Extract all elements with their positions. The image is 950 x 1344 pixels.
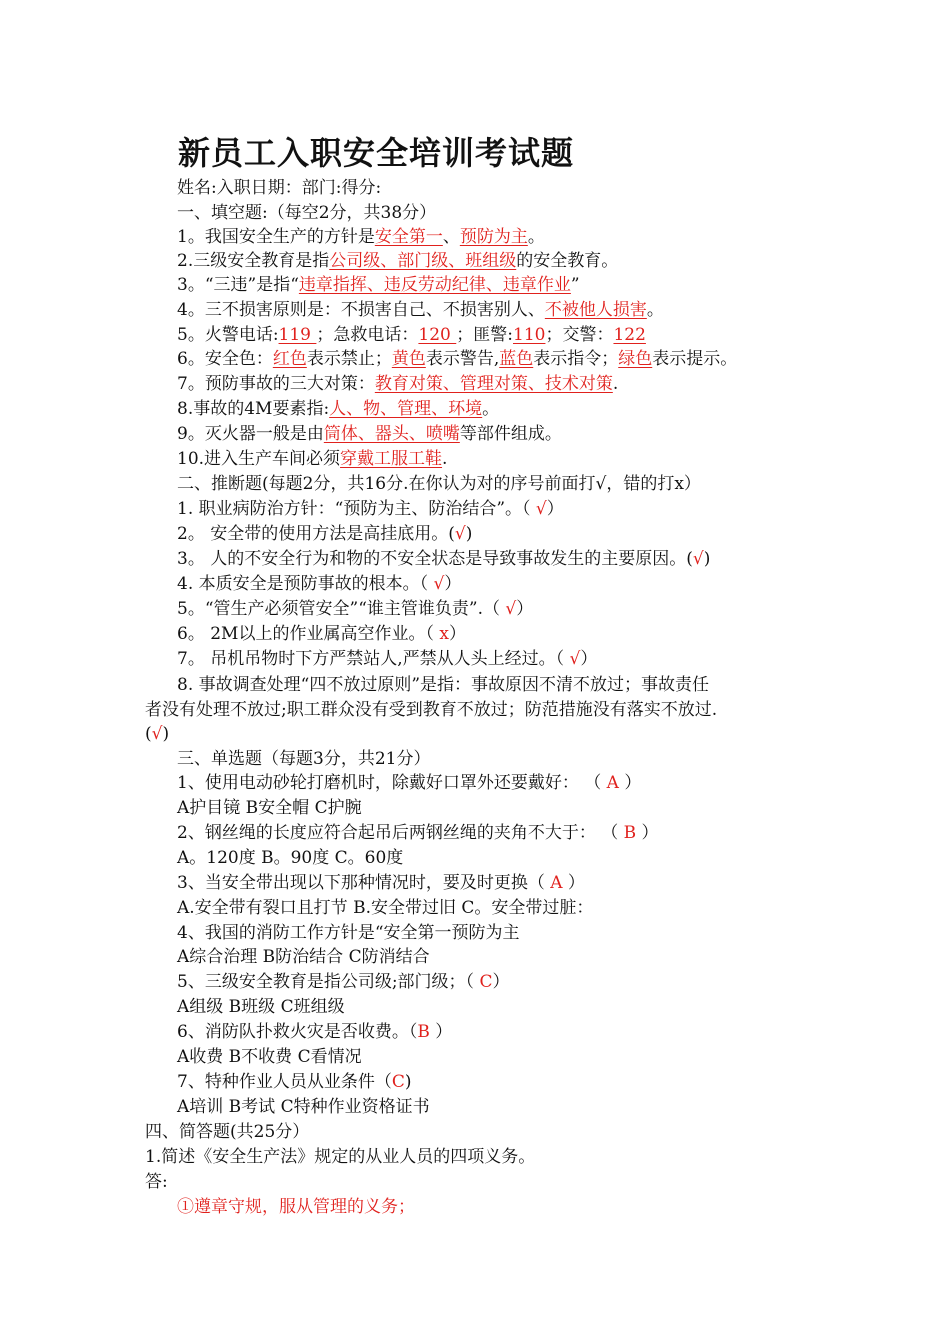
answer: 公司级、部门级、班组级 [329,251,517,271]
separator: 、 [442,227,460,247]
question-text: 2、钢丝绳的长度应符合起吊后两钢丝绳的夹角不大于： （ [177,823,619,843]
choice-q2 [177,821,659,845]
fill-q4 [177,298,664,322]
choice-q4-options: A综合治理 B防治结合 C防消结合 [177,947,430,967]
choice-q3 [177,871,585,895]
bracket: ） [492,972,510,992]
judge-q1 [177,497,564,521]
judge-q8-line2: 者没有处理不放过;职工群众没有受到教育不放过；防范措施没有落实不放过. [145,700,718,720]
section-fill-heading: 一、填空题:（每空2分，共38分） [177,203,437,223]
answer: 120 [418,325,457,345]
answer: 蓝色 [499,349,534,369]
answer: 安全第一 [374,227,443,247]
question-text: 表示提示。 [652,349,738,369]
bracket: ） [516,599,534,619]
judge-q3 [177,547,710,571]
fill-q6 [177,347,737,371]
question-text: 6。 2M以上的作业属高空作业。（ [177,624,434,644]
choice-q7 [177,1070,411,1094]
choice-q6 [177,1020,452,1044]
choice-q7-options: A培训 B考试 C特种作业资格证书 [177,1097,430,1117]
fill-q1 [177,225,545,249]
bracket: ) [703,549,711,569]
question-text: 。 [527,227,545,247]
question-text: 6。安全色： [177,349,273,369]
judge-q5 [177,597,533,621]
question-text: 3、当安全带出现以下那种情况时，要及时更换（ [177,873,545,893]
bracket: ） [580,649,598,669]
question-text: ；急救电话： [316,325,419,345]
answer-mark: C [391,1072,405,1092]
answer-mark: √ [530,499,547,519]
fill-q8 [177,397,499,421]
answer: 人、物、管理、环境 [329,399,483,419]
choice-q1-options: A护目镜 B安全帽 C护腕 [177,798,362,818]
answer: 绿色 [618,349,653,369]
fill-q9 [177,422,562,446]
question-text: 5。火警电话: [177,325,279,345]
header-fields: 姓名:入职日期：部门:得分: [177,178,382,198]
section-short-heading: 四、简答题(共25分） [145,1122,310,1142]
choice-q6-options: A收费 B不收费 C看情况 [177,1047,362,1067]
question-text: 表示指令； [533,349,619,369]
fill-q5 [177,323,646,347]
question-text: ；交警： [545,325,614,345]
question-text: 3。“三违”是指“ [177,275,299,295]
answer-mark: √ [499,599,517,619]
question-text: . [612,374,619,394]
choice-q1 [177,771,641,795]
question-text: 4。三不损害原则是：不损害自己、不损害别人、 [177,300,545,320]
bracket: ） [567,873,585,893]
page-title: 新员工入职安全培训考试题 [178,134,575,172]
choice-q5 [177,970,509,994]
section-judge-heading: 二、推断题(每题2分，共16分.在你认为对的序号前面打√，错的打x） [177,474,701,494]
answer: 违章指挥、违反劳动纪律、违章作业 [298,275,571,295]
question-text: 。 [482,399,500,419]
answer: 筒体、器头、喷嘴 [323,424,460,444]
short-answer-1: ①遵章守规，服从管理的义务； [177,1197,415,1217]
question-text: ” [570,275,580,295]
judge-q7 [177,647,597,671]
question-text: 等部件组成。 [459,424,562,444]
question-text: 表示警告, [425,349,500,369]
answer-mark: x [433,624,449,644]
answer-mark: √ [454,524,466,544]
fill-q7 [177,372,618,396]
section-choice-heading: 三、单选题（每题3分，共21分） [177,749,431,769]
question-text: ；匪警: [456,325,513,345]
choice-q5-options: A组级 B班级 C班组级 [177,997,345,1017]
bracket: ） [641,823,659,843]
bracket: ) [465,524,473,544]
question-text: 5。“管生产必须管安全”“谁主管谁负责”.（ [177,599,500,619]
question-text: 1. 职业病防治方针：“预防为主、防治结合”。（ [177,499,531,519]
choice-q3-options: A.安全带有裂口且打节 B.安全带过旧 C。安全带过脏： [177,898,594,918]
bracket: ) [162,724,170,744]
judge-q8-line1: 8. 事故调查处理“四不放过原则”是指：事故原因不清不放过；事故责任 [177,675,710,695]
answer-mark: √ [151,724,163,744]
answer: 119 [278,325,317,345]
judge-q4 [177,572,461,596]
answer: 预防为主 [459,227,528,247]
question-text: 。 [646,300,664,320]
answer-mark: A [601,773,625,793]
bracket: ） [448,624,466,644]
fill-q2 [177,249,618,273]
answer-label: 答: [145,1172,168,1192]
fill-q10 [177,447,447,471]
choice-q4: 4、我国的消防工作方针是“安全第一预防为主 [177,923,520,943]
answer: 122 [613,325,646,345]
question-text: 1。我国安全生产的方针是 [177,227,375,247]
question-text: 9。灭火器一般是由 [177,424,324,444]
question-text: 1、使用电动砂轮打磨机时，除戴好口罩外还要戴好： （ [177,773,602,793]
bracket: ) [404,1072,412,1092]
answer: 穿戴工服工鞋 [340,449,443,469]
question-text: 8.事故的4M要素指: [177,399,330,419]
answer-mark: √ [692,549,704,569]
question-text: 表示禁止； [306,349,392,369]
answer-mark: B [417,1022,436,1042]
bracket: ） [435,1022,453,1042]
bracket: ） [546,499,564,519]
answer: 黄色 [391,349,426,369]
question-text: 2.三级安全教育是指 [177,251,330,271]
question-text: 7。预防事故的三大对策： [177,374,375,394]
question-text: 5、三级安全教育是指公司级;部门级；（ [177,972,475,992]
answer: 红色 [272,349,307,369]
question-text: 7。 吊机吊物时下方严禁站人,严禁从人头上经过。（ [177,649,565,669]
answer-mark: A [544,873,568,893]
bracket: ） [624,773,642,793]
question-text: 3。 人的不安全行为和物的不安全状态是导致事故发生的主要原因。( [177,549,693,569]
answer-mark: √ [564,649,581,669]
answer-mark: √ [428,574,445,594]
fill-q3 [177,273,580,297]
question-text: 的安全教育。 [516,251,619,271]
bracket: ( [145,724,152,744]
question-text: 7、特种作业人员从业条件（ [177,1072,392,1092]
answer-mark: B [618,823,642,843]
question-text: 6、消防队扑救火灾是否收费。（ [177,1022,418,1042]
judge-q2 [177,522,472,546]
answer: 不被他人损害 [544,300,647,320]
question-text: . [442,449,448,469]
answer: 教育对策、管理对策、技术对策 [374,374,613,394]
short-q1: 1.简述《安全生产法》规定的从业人员的四项义务。 [145,1147,536,1167]
bracket: ） [444,574,462,594]
answer-mark: C [474,972,493,992]
answer: 110 [513,325,546,345]
question-text: 4. 本质安全是预防事故的根本。（ [177,574,429,594]
question-text: 10.进入生产车间必须 [177,449,341,469]
judge-q6 [177,622,466,646]
judge-q8-answer [145,722,169,746]
choice-q2-options: A。120度 B。90度 C。60度 [177,848,404,868]
question-text: 2。 安全带的使用方法是高挂底用。( [177,524,455,544]
